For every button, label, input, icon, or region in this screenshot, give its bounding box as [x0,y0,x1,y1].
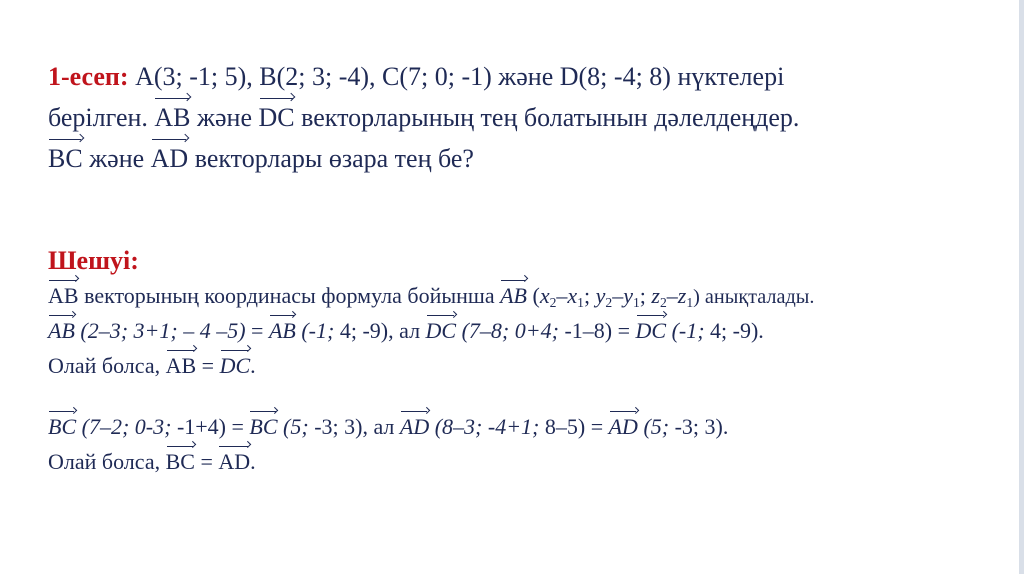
vector-ad: AD [151,138,189,179]
equals: = [196,352,220,378]
coords-expr: 8–5) = [544,414,609,439]
problem-text: берілген. [48,103,155,132]
vector-ab: AB [269,314,296,349]
vector-ab: AB [166,349,197,384]
solution-part-1 [48,244,814,383]
period: . [250,448,256,474]
vector-dc: DC [220,349,251,384]
vector-ad: AD [400,410,429,445]
separator: ; [639,282,652,308]
solution-text: векторының координасы формула бойынша [78,282,501,308]
minus: – [556,282,568,308]
solution-text: Олай болса, [48,448,166,474]
equals: = [194,448,219,474]
coords-expr: -1–8) = [564,318,636,343]
problem-line-1 [48,56,799,97]
solution-text: Олай болса, [48,352,166,378]
solution-text: ( [527,282,540,308]
problem-text: және [82,144,151,173]
coords-expr: -1+4) = [176,414,250,439]
vector-bc: BC [48,410,76,445]
slide-edge-bar [1019,0,1024,574]
vector-ab: AB [48,279,79,314]
coords-expr: 4; -9). [710,318,764,343]
coords-expr: (7–2; 0-3; [76,414,177,439]
problem-text: векторлары өзара тең бе? [188,144,474,173]
coords-expr: (-1; [666,318,711,343]
vector-ab: AB [154,97,190,138]
coords-expr: -3; 3), ал [314,414,400,439]
coords-expr: (5; [637,414,675,439]
solution-heading: Шешуі: [48,246,139,275]
vector-ad: AD [609,410,638,445]
coords-expr: (5; [277,414,315,439]
problem-statement [48,56,799,179]
var-x: x [567,282,578,308]
vector-ad: AD [218,445,250,480]
var-z: z [677,282,687,308]
solution-compute-line-2 [48,410,728,445]
period: . [250,352,256,378]
var-y: y [623,282,633,308]
subscript: 2 [549,294,557,310]
coords-expr: -3; 3). [674,414,729,439]
minus: – [612,282,624,308]
vector-bc: BC [249,410,277,445]
var-z: z [651,282,660,308]
vector-dc: DC [426,314,457,349]
subscript: 1 [686,294,694,310]
coords-expr: (8–3; -4+1; [429,414,545,439]
subscript: 2 [659,294,667,310]
vector-ab: AB [500,279,527,314]
subscript: 2 [605,294,613,310]
solution-part-2 [48,410,728,479]
solution-conclusion-2 [48,445,728,480]
vector-bc: BC [48,138,83,179]
separator: ; [583,282,596,308]
vector-dc: DC [636,314,667,349]
problem-text: A(3; -1; 5), B(2; 3; -4), C(7; 0; -1) және D(8; -4; 8) нүктелері [128,62,785,91]
equals: = [245,318,269,343]
vector-dc: DC [259,97,295,138]
coords-expr: (-1; [295,318,340,343]
solution-formula-line [48,279,814,315]
problem-text: векторларының тең болатынын дәлелдеңдер. [294,103,800,132]
var-y: y [595,282,606,308]
problem-text: және [190,103,259,132]
minus: – [666,282,678,308]
coords-expr: 4; -9), ал [339,318,426,343]
subscript: 1 [632,294,640,310]
solution-text: ) анықталады. [693,285,815,308]
vector-ab: AB [48,314,75,349]
problem-line-3 [48,138,799,179]
problem-label: 1-есеп: [48,62,129,91]
var-x: x [539,282,550,308]
problem-line-2 [48,97,799,138]
solution-compute-line [48,314,814,349]
coords-expr: (7–8; 0+4; [456,318,565,343]
solution-conclusion-1 [48,349,814,384]
vector-bc: BC [166,445,195,480]
subscript: 1 [577,294,584,310]
coords-expr: (2–3; 3+1; – 4 –5) [74,318,246,343]
